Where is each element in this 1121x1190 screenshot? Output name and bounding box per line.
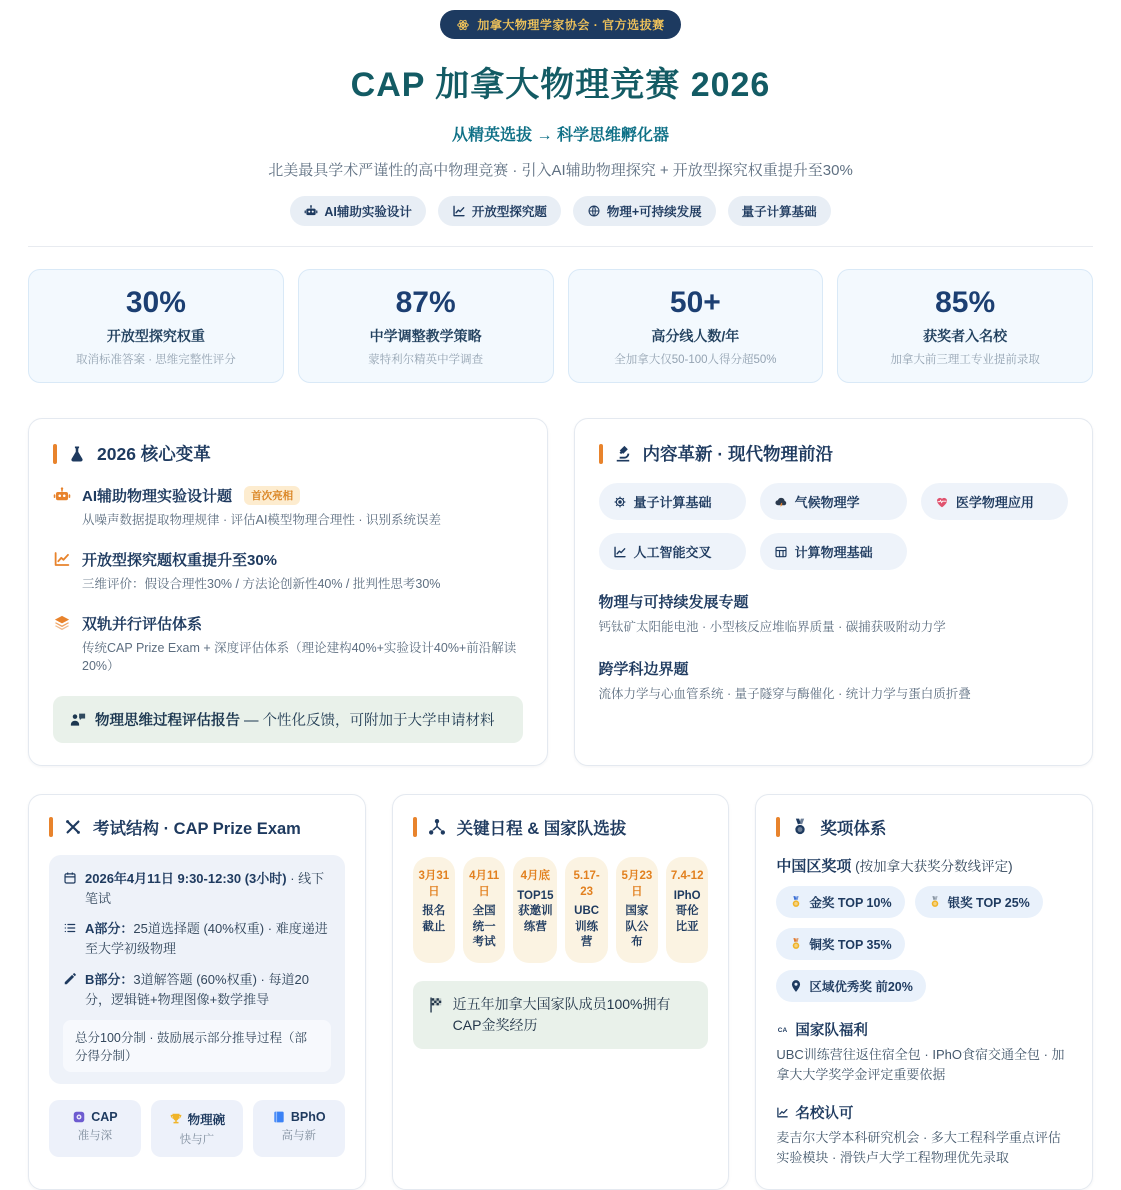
network-icon <box>427 817 447 837</box>
tag-quantum <box>728 196 831 226</box>
stat-card-schools <box>298 269 554 383</box>
exam-date-row <box>63 869 331 909</box>
core-item-body <box>82 485 441 530</box>
robot-icon <box>53 486 71 504</box>
stat-label: 开放型探究权重 <box>106 328 205 344</box>
section-desc: 钙钛矿太阳能电池 · 小型核反应堆临界质量 · 碳捕获吸附动力学 <box>598 620 946 634</box>
target-icon <box>72 1110 86 1124</box>
stat-sub: 全加拿大仅50-100人得分超50% <box>614 354 777 366</box>
layers-icon <box>53 614 71 632</box>
card-title-text: 2026 核心变革 <box>97 444 211 464</box>
flag-icon <box>427 996 445 1014</box>
award-pill-silver <box>915 886 1043 918</box>
page-title: CAP 加拿大物理竞赛 2026 <box>350 66 771 104</box>
chip-name <box>157 1110 237 1128</box>
chip-name-text: BPhO <box>290 1109 326 1124</box>
card-title-text: 考试结构 · CAP Prize Exam <box>93 820 301 838</box>
official-badge-label: 加拿大物理学家协会 · 官方选拔赛 <box>477 18 665 32</box>
card-title-text: 内容革新 · 现代物理前沿 <box>642 444 834 464</box>
chart-icon <box>613 545 627 559</box>
report-callout-text <box>95 709 495 730</box>
pencil-icon <box>63 972 77 986</box>
aw-section-title <box>776 1102 1072 1123</box>
schedule-card <box>392 794 730 1190</box>
content-innovation-card <box>574 418 1094 766</box>
timeline-date: 4月底 <box>520 870 551 882</box>
award-pill-gold <box>776 886 904 918</box>
pill-label: 量子计算基础 <box>633 495 712 510</box>
exam-part-b-row <box>63 970 331 1010</box>
accent-bar <box>776 817 780 837</box>
stat-value: 87% <box>395 286 456 319</box>
award-pill-regional <box>776 970 926 1002</box>
page-description: 北美最具学术严谨性的高中物理竞赛 · 引入AI辅助物理探究 + 开放型探究权重提升至30% <box>268 162 853 179</box>
competition-compare <box>49 1100 345 1157</box>
core-changes-card <box>28 418 548 766</box>
report-callout-rest: — 个性化反馈，可附加于大学申请材料 <box>240 713 495 729</box>
award-pill-label: 银奖 TOP 25% <box>947 896 1030 910</box>
pin-icon <box>789 979 803 993</box>
microscope-icon <box>613 444 633 464</box>
university-recognition-section <box>776 1102 1072 1168</box>
pill-quantum <box>599 483 746 520</box>
tag-label: 开放型探究题 <box>471 205 547 219</box>
accent-bar <box>53 444 57 464</box>
topic-pills <box>599 483 1069 570</box>
gear-icon <box>613 495 627 509</box>
timeline-label: IPhO哥伦比亚 <box>673 889 701 933</box>
timeline <box>413 857 709 963</box>
pill-climate <box>760 483 907 520</box>
pill-label: 医学物理应用 <box>955 495 1034 510</box>
ca-icon <box>776 1023 789 1036</box>
calendar-icon <box>63 871 77 885</box>
aw-section-title-text: 国家队福利 <box>795 1023 868 1039</box>
award-pill-label: 金奖 TOP 10% <box>809 896 892 910</box>
national-team-callout <box>413 981 709 1049</box>
trophy-icon <box>169 1112 183 1126</box>
aw-section-title-text: 名校认可 <box>795 1106 854 1123</box>
awards-card <box>755 794 1093 1190</box>
exam-row-bold: B部分： <box>85 971 134 987</box>
exam-row-bold: 2026年4月11日 9:30-12:30 (3小时) <box>85 871 287 886</box>
tag-label: 物理+可持续发展 <box>606 205 702 219</box>
core-item-title <box>82 549 440 570</box>
aw-section-title <box>776 1019 1072 1040</box>
accent-bar <box>599 444 603 464</box>
core-item-title <box>82 485 441 506</box>
timeline-label: 全国统一考试 <box>472 905 496 949</box>
stat-value: 30% <box>125 286 186 319</box>
core-item-body <box>82 613 523 677</box>
chart-icon <box>53 550 71 568</box>
core-item-desc: 三维评价：假设合理性30% / 方法论创新性40% / 批判性思考30% <box>82 576 441 591</box>
medal-silver-icon <box>928 895 942 909</box>
stat-card-admissions <box>837 269 1093 383</box>
timeline-label: 国家队公布 <box>625 905 649 949</box>
stat-value: 85% <box>935 286 996 319</box>
stat-label: 高分线人数/年 <box>651 328 740 344</box>
pill-label: 气候物理学 <box>794 495 860 510</box>
pill-computational <box>760 533 907 570</box>
core-item-dual-track <box>53 613 523 677</box>
report-callout <box>53 696 523 743</box>
chart-icon <box>452 204 466 218</box>
stat-sub: 取消标准答案 · 思维完整性评分 <box>76 354 236 366</box>
exam-scoring-note: 总分100分制 · 鼓励展示部分推导过程（部分得分制） <box>63 1020 331 1072</box>
main-row <box>28 418 1093 766</box>
exam-details-box <box>49 855 345 1084</box>
chip-trait: 高与新 <box>281 1129 316 1142</box>
timeline-chip-ipho <box>666 857 708 963</box>
chip-name <box>55 1110 135 1124</box>
atom-icon <box>456 18 470 32</box>
pill-label: 人工智能交叉 <box>633 545 712 560</box>
chip-name-text: CAP <box>91 1109 118 1124</box>
tag-sustainability <box>573 196 716 226</box>
timeline-date: 7.4-12 <box>670 870 704 882</box>
sustainability-section <box>599 591 1069 637</box>
section-title: 物理与可持续发展专题 <box>598 594 749 611</box>
card-title-schedule <box>413 815 709 839</box>
core-item-title <box>82 613 523 634</box>
aw-section-desc: 麦吉尔大学本科研究机会 · 多大工程科学重点评估实验模块 · 滑铁卢大学工程物理优先录取 <box>776 1130 1061 1166</box>
chip-name <box>259 1110 339 1124</box>
section-title: 跨学科边界题 <box>598 660 689 678</box>
china-awards-title: 中国区奖项 <box>776 858 852 875</box>
exam-part-a-row <box>63 919 331 959</box>
card-title-text: 关键日程 & 国家队选拔 <box>456 820 627 838</box>
exam-row-text <box>85 919 331 959</box>
award-row <box>776 886 1072 918</box>
national-team-benefits-section <box>776 1019 1072 1085</box>
chip-trait: 快与广 <box>179 1133 215 1146</box>
medal-bronze-icon <box>789 937 803 951</box>
official-badge <box>440 10 680 39</box>
section-desc: 流体力学与心血管系统 · 量子隧穿与酶催化 · 统计力学与蛋白质折叠 <box>598 686 971 701</box>
report-callout-bold: 物理思维过程评估报告 <box>95 713 240 729</box>
timeline-date: 4月11日 <box>469 870 500 898</box>
card-title-exam <box>49 815 345 839</box>
medal-gold-icon <box>789 895 803 909</box>
china-awards-note: (按加拿大获奖分数线评定) <box>851 859 1013 874</box>
core-item-title-text: AI辅助物理实验设计题 <box>82 488 233 505</box>
award-pill-bronze <box>776 928 904 960</box>
core-item-title-text: 双轨并行评估体系 <box>82 615 203 633</box>
timeline-chip-registration <box>413 857 455 963</box>
exam-row-rest: · 线下笔试 <box>85 871 325 907</box>
award-pill-label: 区域优秀奖 前20% <box>809 980 913 994</box>
tag-ai-experiment <box>290 196 426 226</box>
interdisciplinary-section <box>599 658 1069 704</box>
tag-open-inquiry <box>438 196 561 226</box>
award-pill-label: 铜奖 TOP 35% <box>809 938 892 952</box>
timeline-label: UBC训练营 <box>574 905 600 949</box>
timeline-date: 5月23日 <box>621 870 653 898</box>
timeline-chip-exam <box>463 857 505 963</box>
exam-row-text <box>85 869 331 909</box>
stat-label: 中学调整教学策略 <box>369 328 482 344</box>
tag-label: AI辅助实验设计 <box>324 205 412 219</box>
bottom-row <box>28 794 1093 1190</box>
book-icon <box>272 1110 286 1124</box>
flask-icon <box>67 444 87 464</box>
grid-icon <box>774 545 788 559</box>
pill-ai <box>599 533 746 570</box>
core-item-title-text: 开放型探究题权重提升至30% <box>82 551 278 569</box>
compare-chip-bpho <box>253 1100 345 1157</box>
timeline-chip-top15 <box>513 857 557 963</box>
page-subtitle: 从精英选拔 → 科学思维孵化器 <box>452 127 669 144</box>
heart-icon <box>935 495 949 509</box>
core-item-open-inquiry <box>53 549 523 594</box>
stat-card-open-weight <box>28 269 284 383</box>
cloud-icon <box>774 495 788 509</box>
exam-row-bold: A部分： <box>85 921 134 937</box>
card-title-text: 奖项体系 <box>820 820 887 838</box>
tag-label: 量子计算基础 <box>741 205 817 219</box>
hero-tags <box>28 196 1093 226</box>
exam-row-rest: 3道解答题 (60%权重) · 每道20分，逻辑链+物理图像+数学推导 <box>85 971 309 1007</box>
stat-value: 50+ <box>669 286 721 319</box>
aw-section-desc: UBC训练营往返住宿全包 · IPhO食宿交通全包 · 加拿大大学奖学金评定重要依据 <box>776 1047 1065 1083</box>
timeline-label: 报名截止 <box>422 905 446 933</box>
card-title-content <box>599 441 1069 466</box>
timeline-label: TOP15获邀训练营 <box>517 889 554 933</box>
compare-chip-cap <box>49 1100 141 1157</box>
core-item-body <box>82 549 440 594</box>
tools-icon <box>63 817 83 837</box>
timeline-chip-team <box>616 857 658 963</box>
exam-structure-card <box>28 794 366 1190</box>
exam-row-rest: 25道选择题 (40%权重) · 难度递进至大学初级物理 <box>85 921 328 957</box>
list-icon <box>63 921 77 935</box>
core-item-desc: 从噪声数据提取物理规律 · 评估AI模型物理合理性 · 识别系统误差 <box>82 513 442 527</box>
first-debut-badge: 首次亮相 <box>244 486 300 505</box>
robot-icon <box>304 204 318 218</box>
stat-sub: 加拿大前三理工专业提前录取 <box>890 354 1040 366</box>
stat-sub: 蒙特利尔精英中学调查 <box>368 354 484 366</box>
card-title-awards <box>776 815 1072 839</box>
award-row <box>776 970 1072 1002</box>
card-title-core <box>53 441 523 466</box>
national-team-callout-text: 近五年加拿大国家队成员100%拥有CAP金奖经历 <box>452 995 671 1033</box>
hero-section <box>28 0 1093 226</box>
timeline-date: 3月31日 <box>418 870 450 898</box>
globe-icon <box>587 204 601 218</box>
section-divider <box>28 246 1093 247</box>
medal-icon <box>790 817 810 837</box>
chip-trait: 准与深 <box>77 1129 113 1142</box>
chart-icon <box>776 1106 789 1119</box>
timeline-chip-ubc <box>565 857 607 963</box>
accent-bar <box>413 817 417 837</box>
award-row <box>776 928 1072 960</box>
stats-row <box>28 269 1093 383</box>
svg-text:CA: CA <box>778 1026 788 1034</box>
stat-label: 获奖者入名校 <box>923 328 1008 344</box>
pill-medical <box>921 483 1068 520</box>
exam-row-text <box>85 970 331 1010</box>
pill-label: 计算物理基础 <box>794 545 873 560</box>
core-item-desc: 传统CAP Prize Exam + 深度评估体系（理论建构40%+实验设计40%+前沿解读20%） <box>82 640 517 674</box>
chip-name-text: 物理碗 <box>187 1112 226 1127</box>
accent-bar <box>49 817 53 837</box>
compare-chip-physicsbowl <box>151 1100 243 1157</box>
core-item-ai <box>53 485 523 530</box>
stat-card-high-scores <box>568 269 824 383</box>
timeline-date: 5.17-23 <box>573 870 600 898</box>
person-chat-icon <box>69 711 87 729</box>
china-awards-heading <box>776 855 1072 876</box>
